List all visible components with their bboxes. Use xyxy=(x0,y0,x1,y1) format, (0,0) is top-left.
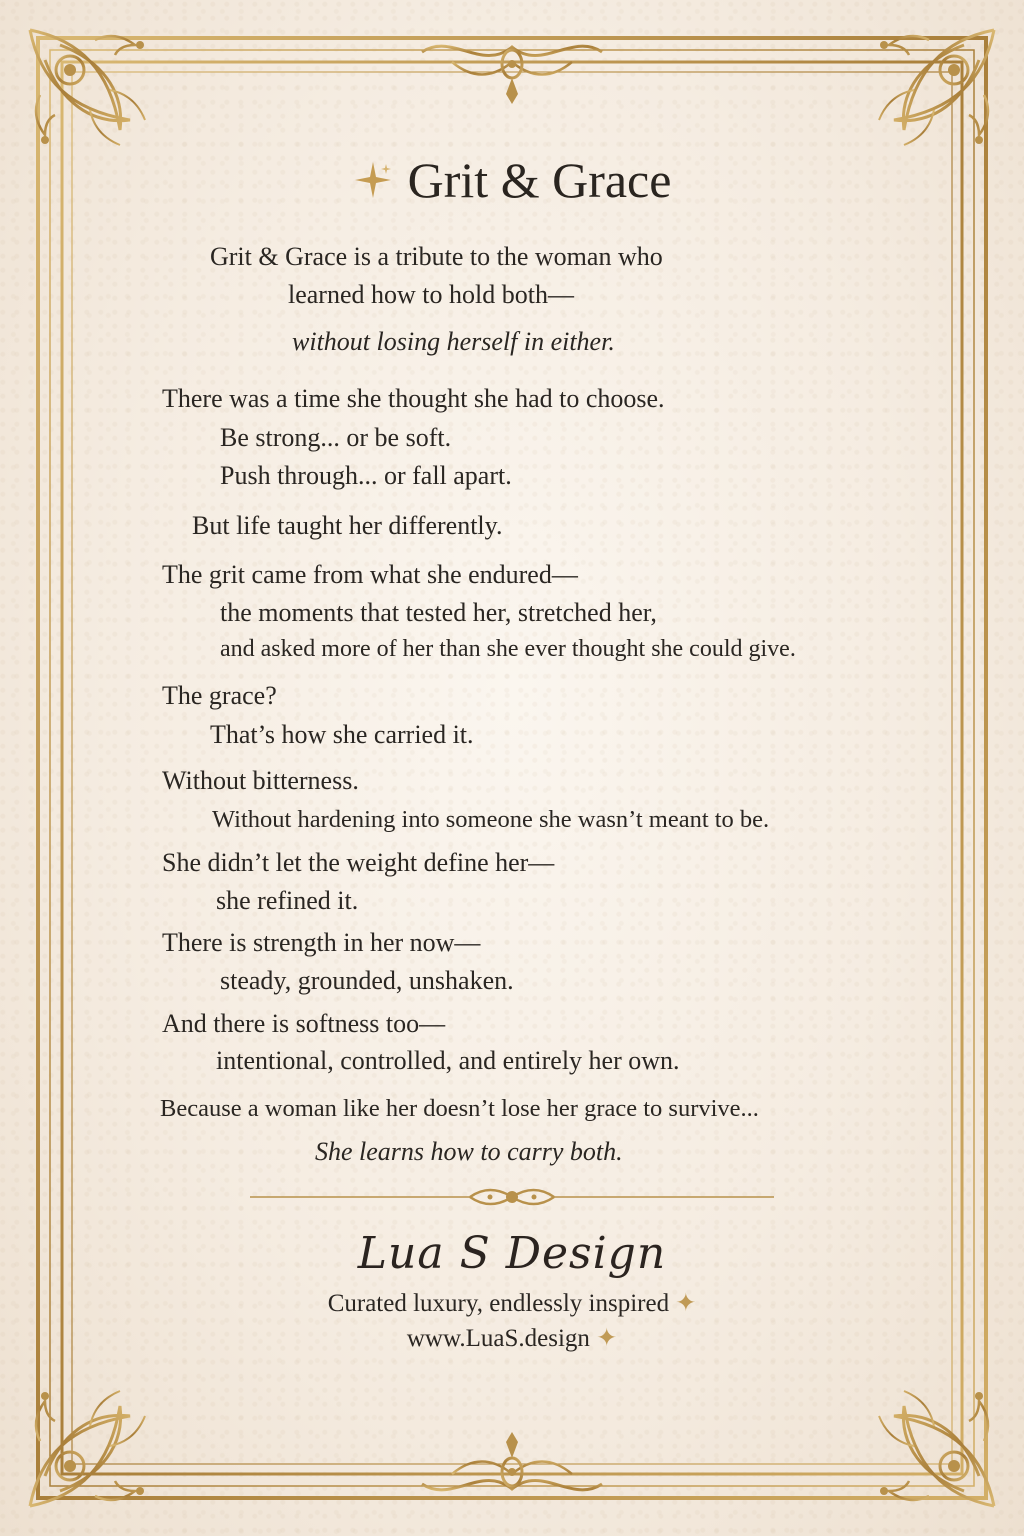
corner-flourish-icon xyxy=(30,30,145,145)
ornament-divider-icon xyxy=(250,1182,774,1212)
body-line: That’s how she carried it. xyxy=(210,720,474,749)
body-line: Because a woman like her doesn’t lose her grace to survive... xyxy=(160,1095,759,1122)
brand-tagline: Curated luxury, endlessly inspired xyxy=(327,1290,670,1317)
body-line: the moments that tested her, stretched her, xyxy=(220,598,657,627)
body-line: intentional, controlled, and entirely her own. xyxy=(216,1046,680,1075)
body-line: And there is softness too— xyxy=(162,1009,446,1038)
sparkle-icon: ✦ xyxy=(596,1325,618,1352)
sparkle-icon xyxy=(353,160,393,200)
body-line: Without bitterness. xyxy=(162,766,359,795)
body-line: There is strength in her now— xyxy=(162,928,481,957)
intro-line: Grit & Grace is a tribute to the woman who xyxy=(210,242,663,271)
brand-name: Lua S Design xyxy=(357,1228,667,1279)
brand-website[interactable]: www.LuaS.design xyxy=(406,1325,590,1352)
body-line: Without hardening into someone she wasn’t meant to be. xyxy=(212,806,770,833)
body-line: The grit came from what she endured— xyxy=(162,560,578,589)
body-line: she refined it. xyxy=(216,886,359,915)
sparkle-icon: ✦ xyxy=(675,1290,697,1317)
body-line: Push through... or fall apart. xyxy=(220,461,512,490)
closing-line: She learns how to carry both. xyxy=(315,1137,623,1166)
intro-line: without losing herself in either. xyxy=(292,327,615,356)
brand-website-row xyxy=(212,1323,812,1353)
body-line: and asked more of her than she ever thought she could give. xyxy=(220,636,796,662)
page-title: Grit & Grace xyxy=(407,152,672,208)
body-line: There was a time she thought she had to choose. xyxy=(162,384,665,413)
body-line: She didn’t let the weight define her— xyxy=(162,848,555,877)
title-row xyxy=(150,148,874,212)
body-line: The grace? xyxy=(162,681,277,710)
body-line: steady, grounded, unshaken. xyxy=(220,966,514,995)
brand-tagline-row xyxy=(212,1288,812,1318)
body-line: But life taught her differently. xyxy=(192,511,503,540)
intro-line: learned how to hold both— xyxy=(288,280,574,309)
body-line: Be strong... or be soft. xyxy=(220,423,452,452)
